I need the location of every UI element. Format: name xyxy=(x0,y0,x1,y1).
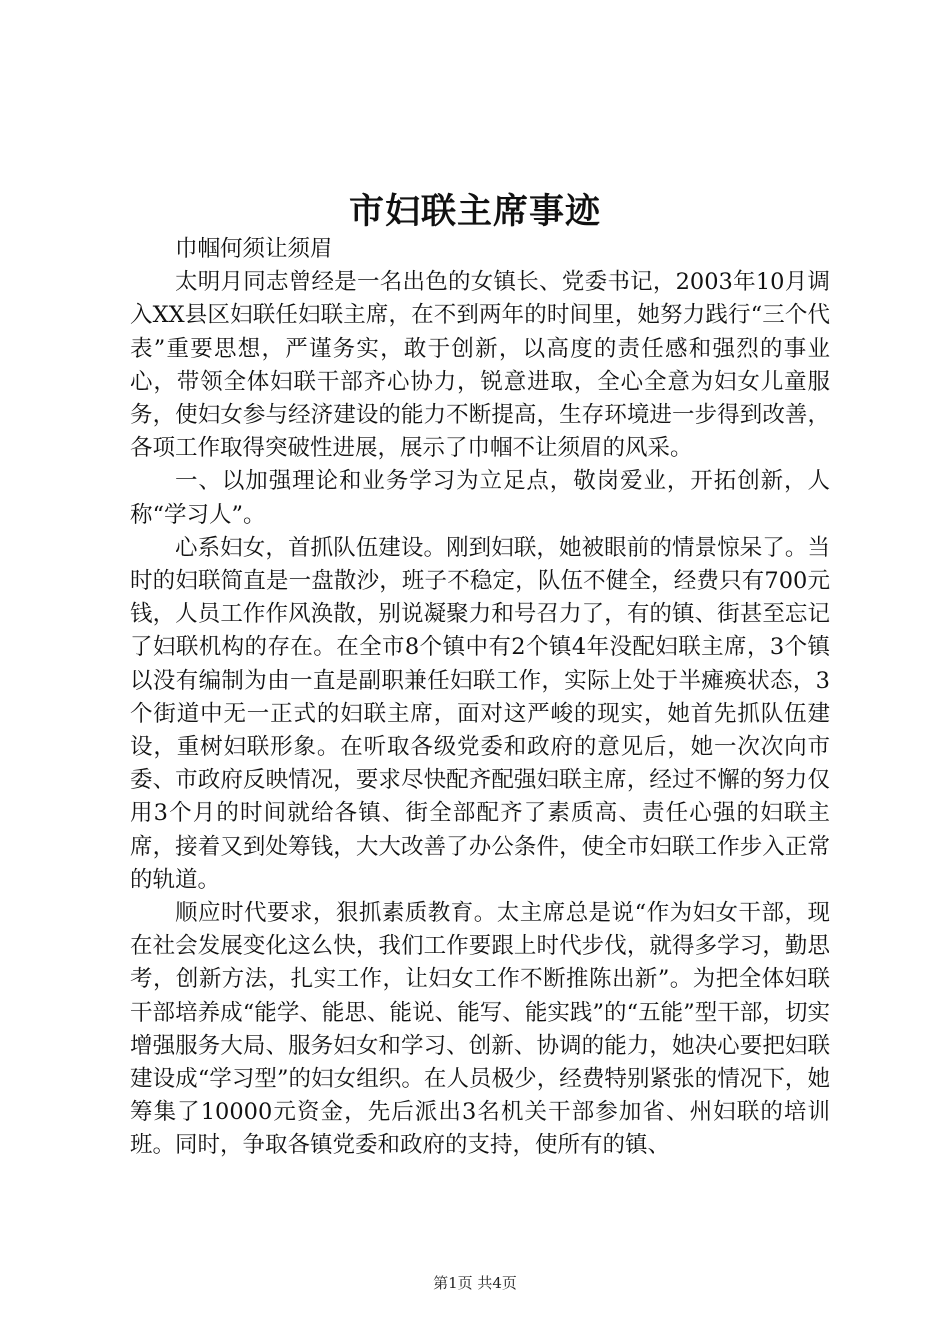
document-title: 市妇联主席事迹 xyxy=(348,191,601,232)
paragraph-team-building: 心系妇女，首抓队伍建设。刚到妇联，她被眼前的情景惊呆了。当时的妇联简直是一盘散沙，班子不稳定，队伍不健全，经费只有700元钱，人员工作作风涣散，别说凝聚力和号召力了，有的镇、街甚至忘记了妇联机构的存在。在全市8个镇中有2个镇4年没配妇联主席，3个镇以没有编制为由一直是副职兼任妇联工作，实际上处于半瘫痪状态，3个街道中无一正式的妇联主席，面对这严峻的现实，她首先抓队伍建设，重树妇联形象。在听取各级党委和政府的意见后，她一次次向市委、市政府反映情况，要求尽快配齐配强妇联主席，经过不懈的努力仅用3个月的时间就给各镇、街全部配齐了素质高、责任心强的妇联主席，接着又到处筹钱，大大改善了办公条件，使全市妇联工作步入正常的轨道。 xyxy=(130,534,830,893)
paragraph-intro: 太明月同志曾经是一名出色的女镇长、党委书记，2003年10月调入XX县区妇联任妇联主席，在不到两年的时间里，她努力践行“三个代表”重要思想，严谨务实，敢于创新，以高度的责任感和强烈的事业心，带领全体妇联干部齐心协力，锐意进取，全心全意为妇女儿童服务，使妇女参与经济建设的能力不断提高，生存环境进一步得到改善，各项工作取得突破性进展，展示了巾帼不让须眉的风采。 xyxy=(130,269,830,462)
page-footer: 第1页 共4页 xyxy=(433,1274,517,1292)
document-body xyxy=(130,233,830,1163)
paragraph-quality-education: 顺应时代要求，狠抓素质教育。太主席总是说“作为妇女干部，现在社会发展变化这么快，我们工作要跟上时代步伐，就得多学习，勤思考，创新方法，扎实工作，让妇女工作不断推陈出新”。为把全体妇联干部培养成“能学、能思、能说、能写、能实践”的“五能”型干部，切实增强服务大局、服务妇女和学习、创新、协调的能力，她决心要把妇联建设成“学习型”的妇女组织。在人员极少，经费特别紧张的情况下，她筹集了10000元资金，先后派出3名机关干部参加省、州妇联的培训班。同时，争取各镇党委和政府的支持，使所有的镇、 xyxy=(130,900,830,1159)
paragraph-subtitle: 巾帼何须让须眉 xyxy=(175,236,333,262)
paragraph-section-heading: 一、以加强理论和业务学习为立足点，敬岗爱业，开拓创新，人称“学习人”。 xyxy=(130,468,830,528)
